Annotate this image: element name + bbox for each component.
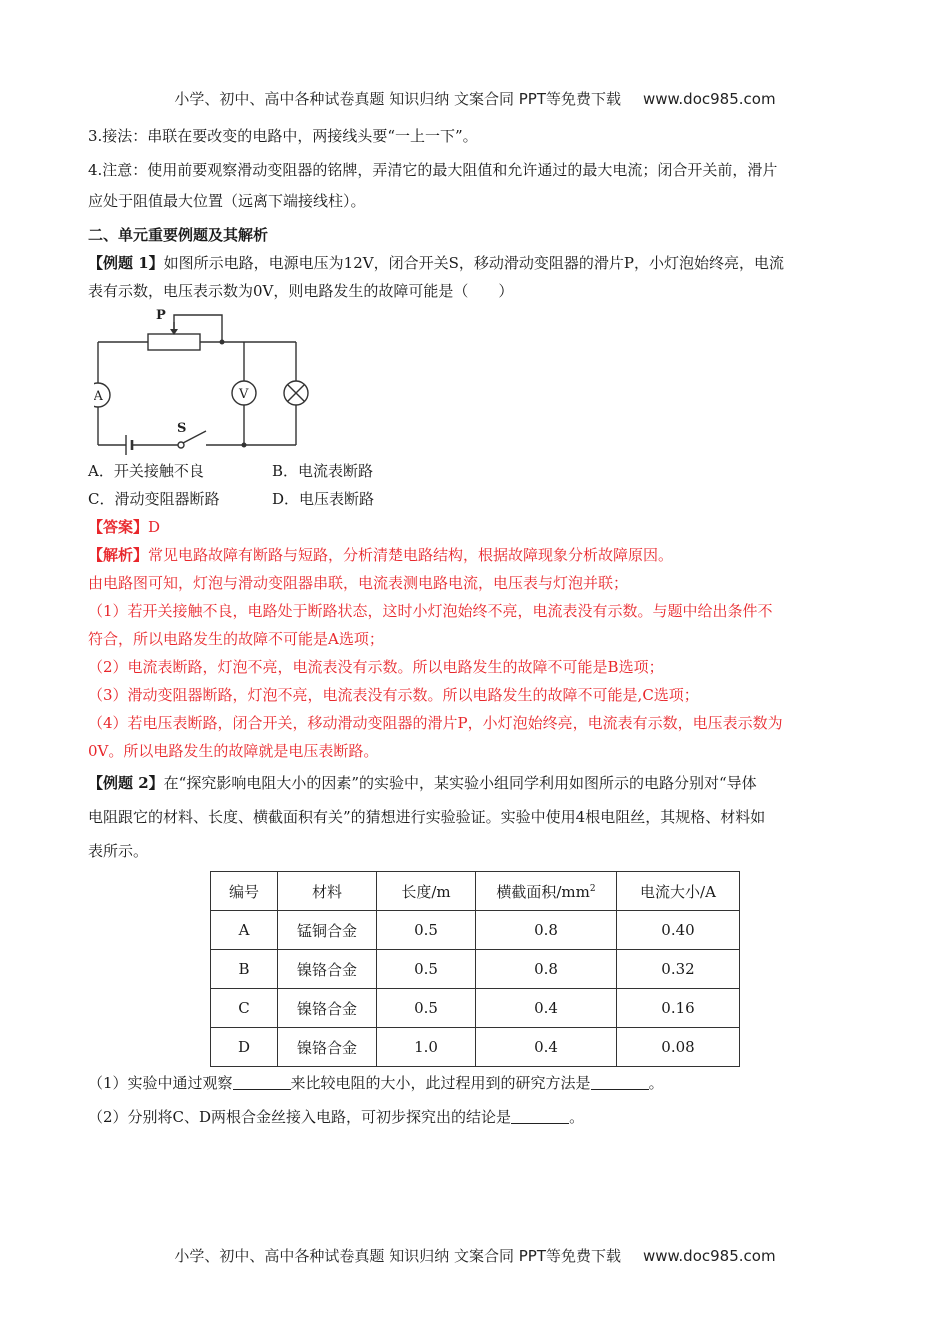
table-cell: 锰铜合金 <box>278 911 377 950</box>
example2-label: 【例题 2】 <box>88 774 164 792</box>
question-2: （2）分别将C、D两根合金丝接入电路，可初步探究出的结论是 。 <box>88 1108 585 1126</box>
table-cell: 1.0 <box>377 1028 476 1067</box>
analysis-line-1: 【解析】常见电路故障有断路与短路，分析清楚电路结构，根据故障现象分析故障原因。 <box>88 546 674 564</box>
table-cell: 0.40 <box>617 911 740 950</box>
voltmeter-label: V <box>239 387 249 402</box>
table-header: 长度/m <box>377 872 476 911</box>
answer-blank-1[interactable] <box>233 1073 291 1090</box>
example1-options <box>88 457 864 513</box>
table-cell: 0.5 <box>377 989 476 1028</box>
note-4-line2: 应处于阻值最大位置（远离下端接线柱）。 <box>88 192 366 210</box>
analysis-line-7: （4）若电压表断路，闭合开关，移动滑动变阻器的滑片P，小灯泡始终亮，电流表有示数，电压表示数为 <box>88 714 783 732</box>
table-cell: 0.8 <box>476 911 617 950</box>
table-cell: 0.08 <box>617 1028 740 1067</box>
table-header: 材料 <box>278 872 377 911</box>
table-cell: 0.32 <box>617 950 740 989</box>
example2-stem-line3: 表所示。 <box>88 842 149 860</box>
option-b[interactable]: B．电流表断路 <box>272 462 374 480</box>
answer-blank-3[interactable] <box>511 1107 569 1124</box>
answer-line <box>88 513 864 541</box>
table-cell: 0.8 <box>476 950 617 989</box>
example1-stem: 【例题 1】如图所示电路，电源电压为12V，闭合开关S，移动滑动变阻器的滑片P，小灯泡始终亮，电流 <box>88 254 784 272</box>
footer-text: 小学、初中、高中各种试卷真题 知识归纳 文案合同 PPT等免费下载 <box>174 1247 621 1265</box>
option-c[interactable]: C．滑动变阻器断路 <box>88 490 220 508</box>
document-body <box>88 122 864 1131</box>
rheostat <box>148 334 200 350</box>
header-text: 小学、初中、高中各种试卷真题 知识归纳 文案合同 PPT等免费下载 <box>174 90 621 108</box>
area-superscript: 2 <box>589 883 596 894</box>
table-cell: 镍铬合金 <box>278 989 377 1028</box>
option-a[interactable]: A．开关接触不良 <box>88 462 204 480</box>
table-cell: 0.4 <box>476 1028 617 1067</box>
header-url[interactable]: www.doc985.com <box>642 90 776 108</box>
page-header <box>0 88 950 109</box>
switch-blade <box>183 431 206 443</box>
table-header: 编号 <box>211 872 278 911</box>
answer-blank-2[interactable] <box>591 1073 649 1090</box>
circuit-diagram <box>94 307 324 457</box>
answer-label: 【答案】 <box>88 518 149 536</box>
table-cell: C <box>211 989 278 1028</box>
table-cell: 镍铬合金 <box>278 1028 377 1067</box>
table-header-row <box>211 872 740 911</box>
table-row <box>211 911 740 950</box>
note-4-line1: 4.注意：使用前要观察滑动变阻器的铭牌，弄清它的最大阻值和允许通过的最大电流；闭合开关前，滑片 <box>88 161 778 179</box>
note-3: 3.接法：串联在要改变的电路中，两接线头要“一上一下”。 <box>88 127 478 145</box>
table-row <box>211 1028 740 1067</box>
answer-value: D <box>148 518 161 536</box>
footer-url[interactable]: www.doc985.com <box>642 1247 776 1265</box>
junction-top <box>220 340 225 345</box>
analysis-line-8: 0V。所以电路发生的故障就是电压表断路。 <box>88 742 379 760</box>
analysis-line-5: （2）电流表断路，灯泡不亮，电流表没有示数。所以电路发生的故障不可能是B选项； <box>88 658 664 676</box>
table-row <box>211 989 740 1028</box>
slider-label: P <box>156 308 166 323</box>
table-row <box>211 950 740 989</box>
table-cell: 镍铬合金 <box>278 950 377 989</box>
table-cell: 0.5 <box>377 911 476 950</box>
page-footer <box>0 1245 950 1266</box>
question-1: （1）实验中通过观察 来比较电阻的大小，此过程用到的研究方法是 。 <box>88 1074 664 1092</box>
example1-label: 【例题 1】 <box>88 254 164 272</box>
table-cell: A <box>211 911 278 950</box>
resistance-table <box>210 871 740 1067</box>
table-header-area: 横截面积$/mm^2$ <box>476 872 617 911</box>
analysis-label: 【解析】 <box>88 546 149 564</box>
table-cell: 0.5 <box>377 950 476 989</box>
table-cell: 0.16 <box>617 989 740 1028</box>
table-cell: D <box>211 1028 278 1067</box>
option-d[interactable]: D．电压表断路 <box>272 490 375 508</box>
analysis-line-4: 符合，所以电路发生的故障不可能是A选项； <box>88 630 384 648</box>
example2-stem-line2: 电阻跟它的材料、长度、横截面积有关”的猜想进行实验验证。实验中使用4根电阻丝，其规格、材料如 <box>88 808 766 826</box>
table-cell: 0.4 <box>476 989 617 1028</box>
table-cell: B <box>211 950 278 989</box>
example2-stem-line1: 【例题 2】在“探究影响电阻大小的因素”的实验中，某实验小组同学利用如图所示的电路分别对“导体 <box>88 774 757 792</box>
section-heading: 二、单元重要例题及其解析 <box>88 226 269 244</box>
junction-bottom <box>242 443 247 448</box>
ammeter-label: A <box>94 389 103 404</box>
example1-stem-line2: 表有示数，电压表示数为0V，则电路发生的故障可能是（ ） <box>88 282 514 300</box>
analysis-line-3: （1）若开关接触不良，电路处于断路状态，这时小灯泡始终不亮，电流表没有示数。与题中给出条件不 <box>88 602 773 620</box>
table-header: 电流大小/A <box>617 872 740 911</box>
analysis-line-2: 由电路图可知，灯泡与滑动变阻器串联，电流表测电路电流，电压表与灯泡并联； <box>88 574 629 592</box>
analysis-line-6: （3）滑动变阻器断路，灯泡不亮，电流表没有示数。所以电路发生的故障不可能是,C选项； <box>88 686 699 704</box>
switch-label: S <box>177 421 187 436</box>
